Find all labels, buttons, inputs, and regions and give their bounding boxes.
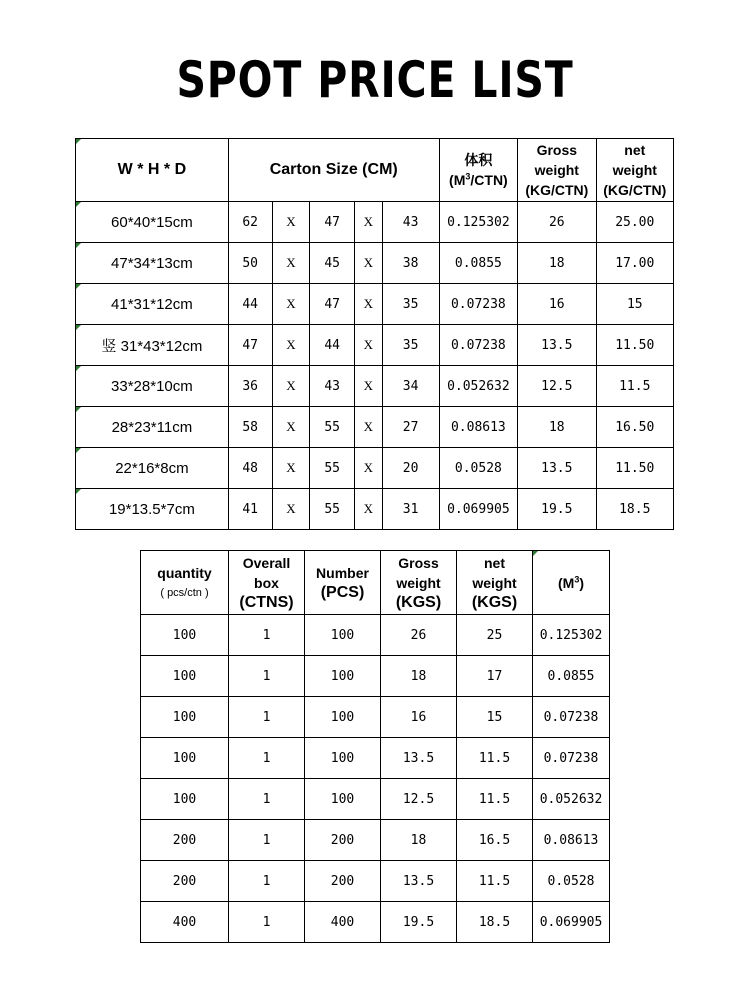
cell-times: X [355, 284, 383, 325]
cell-overall-box: 1 [229, 738, 305, 779]
header-volume-cn: 体积 [464, 152, 493, 168]
cell-width: 36 [228, 366, 272, 407]
cell-net-weight: 11.5 [457, 738, 533, 779]
header-whd: W * H * D [76, 139, 229, 202]
cell-depth: 38 [382, 243, 439, 284]
cell-depth: 27 [382, 407, 439, 448]
cell-gross-weight: 13.5 [518, 325, 596, 366]
cell-net-weight: 15 [457, 697, 533, 738]
cell-quantity: 400 [141, 902, 229, 943]
cell-times: X [272, 489, 310, 530]
quantity-table [140, 550, 610, 943]
cell-gross-weight: 16 [518, 284, 596, 325]
cell-width: 50 [228, 243, 272, 284]
cell-gross-weight: 13.5 [518, 448, 596, 489]
header-volume-unit: $(M^3/CTN)$ [449, 171, 508, 188]
cell-quantity: 100 [141, 615, 229, 656]
cell-volume: 0.052632 [533, 779, 610, 820]
table-row [76, 489, 674, 530]
table-row [141, 615, 610, 656]
cell-times: X [355, 407, 383, 448]
cell-height: 55 [310, 489, 355, 530]
cell-net-weight: 11.50 [596, 448, 673, 489]
cell-gross-weight: 19.5 [381, 902, 457, 943]
cell-times: X [272, 325, 310, 366]
header-overall-box: Overall box (CTNS) [229, 551, 305, 615]
header-carton-size: Carton Size (CM) [228, 139, 439, 202]
table-row [141, 779, 610, 820]
cell-net-weight: 11.50 [596, 325, 673, 366]
cell-height: 44 [310, 325, 355, 366]
cell-number: 200 [305, 861, 381, 902]
cell-net-weight: 11.5 [596, 366, 673, 407]
header-gross-weight: Gross weight (KG/CTN) [518, 139, 596, 202]
carton-size-table [75, 138, 674, 530]
cell-overall-box: 1 [229, 656, 305, 697]
cell-width: 62 [228, 202, 272, 243]
cell-volume: 0.125302 [533, 615, 610, 656]
cell-net-weight: 17 [457, 656, 533, 697]
cell-volume: 0.0528 [439, 448, 517, 489]
cell-quantity: 200 [141, 820, 229, 861]
cell-depth: 43 [382, 202, 439, 243]
cell-size: 19*13.5*7cm [76, 489, 229, 530]
header-net-weight: net weight (KG/CTN) [596, 139, 673, 202]
cell-times: X [272, 448, 310, 489]
table-row [76, 366, 674, 407]
table-header-row [141, 551, 610, 615]
cell-number: 100 [305, 697, 381, 738]
header-volume: $(M^3)$ [533, 551, 610, 615]
cell-volume: 0.0528 [533, 861, 610, 902]
cell-net-weight: 16.50 [596, 407, 673, 448]
cell-volume: 0.069905 [533, 902, 610, 943]
table-header-row [76, 139, 674, 202]
cell-height: 47 [310, 202, 355, 243]
cell-gross-weight: 18 [518, 407, 596, 448]
table-row [141, 820, 610, 861]
cell-volume: 0.125302 [439, 202, 517, 243]
header-number: Number (PCS) [305, 551, 381, 615]
table-row [141, 656, 610, 697]
cell-gross-weight: 26 [381, 615, 457, 656]
cell-times: X [272, 366, 310, 407]
cell-width: 44 [228, 284, 272, 325]
page-title: SPOT PRICE LIST [176, 51, 574, 109]
cell-number: 100 [305, 656, 381, 697]
cell-depth: 20 [382, 448, 439, 489]
cell-volume: 0.08613 [533, 820, 610, 861]
cell-times: X [272, 284, 310, 325]
table-row [141, 738, 610, 779]
table-row [76, 325, 674, 366]
cell-volume: 0.07238 [533, 738, 610, 779]
cell-overall-box: 1 [229, 861, 305, 902]
cell-overall-box: 1 [229, 697, 305, 738]
cell-depth: 35 [382, 325, 439, 366]
cell-depth: 34 [382, 366, 439, 407]
cell-overall-box: 1 [229, 820, 305, 861]
cell-volume: 0.07238 [533, 697, 610, 738]
cell-volume: 0.069905 [439, 489, 517, 530]
cell-number: 100 [305, 779, 381, 820]
cell-gross-weight: 19.5 [518, 489, 596, 530]
cell-size: 33*28*10cm [76, 366, 229, 407]
cell-gross-weight: 12.5 [518, 366, 596, 407]
cell-height: 45 [310, 243, 355, 284]
cell-volume: 0.052632 [439, 366, 517, 407]
cell-size: 60*40*15cm [76, 202, 229, 243]
cell-number: 200 [305, 820, 381, 861]
cell-depth: 31 [382, 489, 439, 530]
cell-net-weight: 17.00 [596, 243, 673, 284]
cell-net-weight: 18.5 [596, 489, 673, 530]
cell-height: 55 [310, 448, 355, 489]
cell-net-weight: 16.5 [457, 820, 533, 861]
cell-width: 47 [228, 325, 272, 366]
cell-net-weight: 18.5 [457, 902, 533, 943]
cell-net-weight: 15 [596, 284, 673, 325]
table-row [141, 697, 610, 738]
cell-net-weight: 25 [457, 615, 533, 656]
header-volume [439, 139, 517, 202]
cell-width: 41 [228, 489, 272, 530]
cell-volume: 0.07238 [439, 284, 517, 325]
cell-gross-weight: 13.5 [381, 738, 457, 779]
table-row [76, 284, 674, 325]
cell-height: 55 [310, 407, 355, 448]
cell-volume: 0.0855 [439, 243, 517, 284]
header-net-weight: net weight (KGS) [457, 551, 533, 615]
cell-height: 43 [310, 366, 355, 407]
cell-net-weight: 11.5 [457, 861, 533, 902]
cell-size: 47*34*13cm [76, 243, 229, 284]
table-row [76, 202, 674, 243]
cell-gross-weight: 18 [381, 656, 457, 697]
cell-quantity: 100 [141, 656, 229, 697]
cell-times: X [355, 366, 383, 407]
cell-volume: 0.07238 [439, 325, 517, 366]
cell-gross-weight: 13.5 [381, 861, 457, 902]
cell-gross-weight: 18 [381, 820, 457, 861]
cell-size: 41*31*12cm [76, 284, 229, 325]
cell-times: X [355, 202, 383, 243]
header-gross-weight: Gross weight (KGS) [381, 551, 457, 615]
cell-times: X [272, 243, 310, 284]
cell-depth: 35 [382, 284, 439, 325]
cell-times: X [355, 489, 383, 530]
cell-quantity: 100 [141, 779, 229, 820]
cell-number: 400 [305, 902, 381, 943]
cell-times: X [355, 243, 383, 284]
cell-height: 47 [310, 284, 355, 325]
table-row [76, 448, 674, 489]
cell-overall-box: 1 [229, 902, 305, 943]
table-row [76, 243, 674, 284]
cell-size: 竖 31*43*12cm [76, 325, 229, 366]
cell-gross-weight: 18 [518, 243, 596, 284]
cell-quantity: 200 [141, 861, 229, 902]
cell-gross-weight: 26 [518, 202, 596, 243]
cell-volume: 0.08613 [439, 407, 517, 448]
cell-gross-weight: 16 [381, 697, 457, 738]
cell-number: 100 [305, 615, 381, 656]
table-row [76, 407, 674, 448]
cell-gross-weight: 12.5 [381, 779, 457, 820]
cell-quantity: 100 [141, 697, 229, 738]
cell-times: X [272, 407, 310, 448]
cell-times: X [355, 325, 383, 366]
cell-size: 22*16*8cm [76, 448, 229, 489]
cell-overall-box: 1 [229, 779, 305, 820]
cell-width: 58 [228, 407, 272, 448]
cell-quantity: 100 [141, 738, 229, 779]
cell-times: X [272, 202, 310, 243]
cell-volume: 0.0855 [533, 656, 610, 697]
cell-net-weight: 25.00 [596, 202, 673, 243]
table-row [141, 902, 610, 943]
cell-net-weight: 11.5 [457, 779, 533, 820]
cell-overall-box: 1 [229, 615, 305, 656]
cell-size: 28*23*11cm [76, 407, 229, 448]
cell-width: 48 [228, 448, 272, 489]
table-row [141, 861, 610, 902]
cell-number: 100 [305, 738, 381, 779]
header-quantity: quantity ( pcs/ctn ) [141, 551, 229, 615]
cell-times: X [355, 448, 383, 489]
